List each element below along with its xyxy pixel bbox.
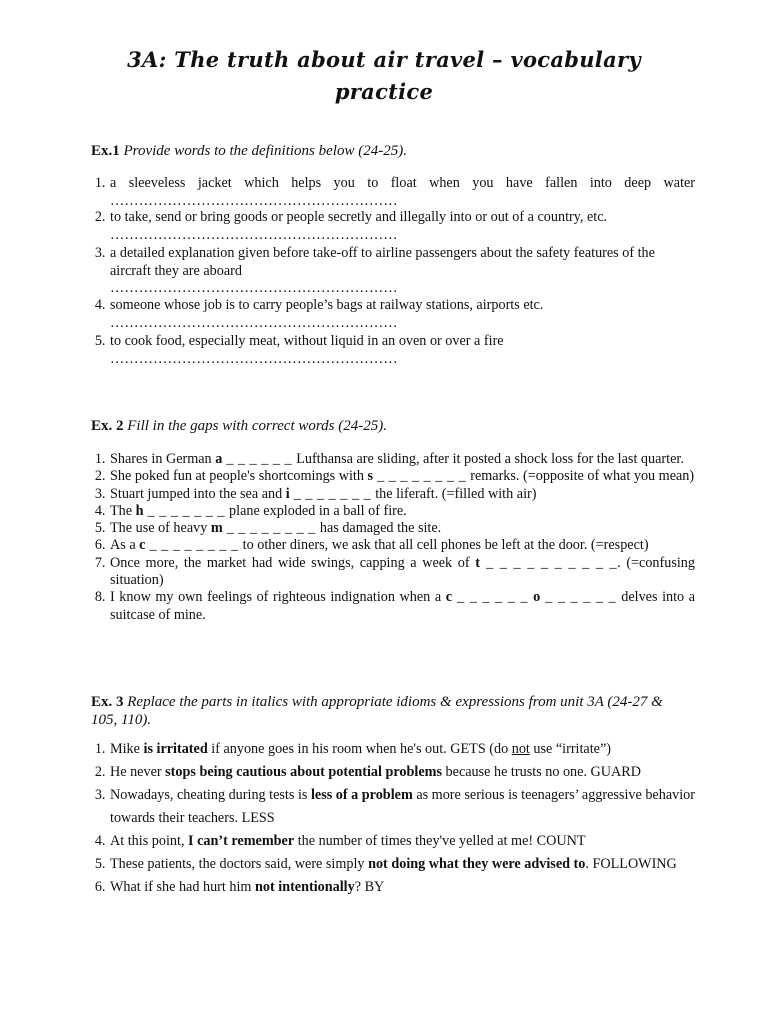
ex2-gap[interactable]: _ _ _ _ _ _ _ _ _ _: [479, 554, 618, 571]
ex3-item: [109, 853, 695, 876]
ex2-gap[interactable]: _ _ _ _ _ _ _ _: [222, 520, 320, 537]
ex2-first-letter: i: [285, 485, 290, 502]
ex3-text: if anyone goes in his room when he's out. GETS (do: [207, 741, 512, 757]
ex2-item: [109, 589, 695, 624]
ex1-answer-line[interactable]: ……………………………………………………: [110, 226, 398, 243]
ex2-instruction: Fill in the gaps with correct words (24-25).: [127, 418, 387, 434]
ex3-heading: [91, 693, 681, 729]
ex2-text-after: Lufthansa are sliding, after it posted a shock loss for the last quarter.: [296, 451, 684, 467]
ex1-item: [109, 245, 695, 297]
ex2-gap[interactable]: _ _ _ _ _ _: [222, 451, 297, 467]
ex2-first-letter: c: [139, 537, 146, 554]
ex1-item-text: to cook food, especially meat, without liquid in an oven or over a fire: [110, 333, 504, 349]
ex3-phrase-to-replace: I can’t remember: [188, 833, 295, 849]
ex3-item: [109, 738, 695, 761]
ex3-item: [109, 876, 695, 899]
ex3-list: [91, 738, 695, 899]
ex1-label: Ex.1: [91, 143, 120, 159]
ex2-first-letter: a: [215, 451, 223, 467]
title-line-1: 3A: The truth about air travel – vocabulary: [127, 47, 641, 72]
ex3-item: [109, 830, 695, 853]
ex2-list: [91, 451, 695, 624]
ex2-first-letter: t: [475, 554, 480, 571]
ex3-text: use “irritate”): [529, 741, 611, 757]
ex2-gap[interactable]: _ _ _ _ _ _ _: [289, 485, 376, 502]
ex2-first-letter: m: [210, 520, 223, 537]
ex2-text-after: has damaged the site.: [319, 520, 442, 537]
ex1-instruction: Provide words to the definitions below (24-25).: [123, 143, 407, 159]
ex3-text: Nowadays, cheating during tests is: [110, 787, 311, 803]
ex1-answer-line[interactable]: ……………………………………………………: [110, 350, 398, 367]
ex2-first-letter: h: [135, 502, 144, 519]
ex3-item: [109, 761, 695, 784]
ex3-label: Ex. 3: [91, 694, 124, 710]
ex2-text-after: remarks. (=opposite of what you mean): [470, 468, 695, 485]
ex2-gap[interactable]: _ _ _ _ _ _ _ _: [145, 537, 243, 554]
ex3-text: He never: [110, 764, 166, 780]
ex2-text-before: The use of heavy: [110, 520, 211, 537]
ex3-text: as more serious is teenagers’ aggressive behavior towards their teachers. LESS: [110, 787, 695, 826]
ex1-list: [91, 175, 695, 367]
ex3-text: Mike: [110, 741, 144, 757]
ex1-item: [109, 175, 695, 209]
ex1-item-text: 1. a sleeveless jacket which helps you to float when you have fallen into deep water: [110, 175, 695, 191]
ex3-item: [109, 784, 695, 830]
ex2-gap[interactable]: _ _ _ _ _ _: [540, 589, 622, 606]
title-line-2: practice: [334, 79, 434, 104]
ex1-item-text: a detailed explanation given before take-off to airline passengers about the safety features of the aircraft they are aboard: [110, 245, 655, 279]
ex1-answer-line[interactable]: ……………………………………………………: [110, 314, 398, 331]
ex2-item: [109, 451, 695, 468]
ex2-gap[interactable]: _ _ _ _ _ _ _ _: [373, 468, 471, 485]
ex2-first-letter: s: [367, 468, 374, 485]
ex3-phrase-to-replace: is irritated: [143, 741, 208, 757]
ex2-text-before: She poked fun at people's shortcomings with: [110, 468, 368, 485]
ex1-item-text: someone whose job is to carry people’s bags at railway stations, airports etc.: [110, 297, 544, 313]
ex2-gap[interactable]: _ _ _ _ _ _: [452, 589, 534, 606]
ex2-text-before: Stuart jumped into the sea and: [110, 485, 286, 502]
ex2-item: [109, 555, 695, 590]
ex2-text-after: delves into a suitcase of mine.: [110, 589, 696, 623]
ex3-text: These patients, the doctors said, were simply: [110, 856, 369, 872]
ex2-second-letter: o: [533, 589, 541, 606]
ex2-text-after: . (=confusing situation): [110, 554, 695, 589]
ex3-text: What if she had hurt him: [110, 879, 255, 895]
ex2-text-before: I know my own feelings of righteous indignation when a: [110, 589, 446, 606]
ex2-first-letter: c: [445, 589, 453, 606]
ex2-text-after: to other diners, we ask that all cell phones be left at the door. (=respect): [242, 537, 649, 554]
ex1-item: [109, 333, 695, 367]
ex1-item-text: to take, send or bring goods or people secretly and illegally into or out of a country, etc.: [110, 209, 608, 225]
ex3-text: At this point,: [110, 833, 189, 849]
page-title: [0, 44, 768, 108]
ex2-item: [109, 486, 695, 503]
ex2-heading: [91, 417, 681, 435]
ex3-underlined: not: [511, 741, 530, 757]
ex2-gap[interactable]: _ _ _ _ _ _ _: [143, 502, 230, 519]
ex3-instruction: Replace the parts in italics with appropriate idioms & expressions from unit 3A (24-27 & 105, 110).: [91, 694, 663, 728]
ex2-label: Ex. 2: [91, 418, 124, 434]
ex3-text: the number of times they've yelled at me! COUNT: [294, 833, 586, 849]
ex2-text-before: The: [110, 502, 136, 519]
ex1-item: [109, 297, 695, 333]
ex1-answer-line[interactable]: ……………………………………………………: [110, 192, 398, 209]
ex3-phrase-to-replace: stops being cautious about potential problems: [165, 764, 442, 780]
ex3-phrase-to-replace: not doing what they were advised to: [368, 856, 586, 872]
ex1-heading: [91, 142, 681, 160]
ex2-text-before: As a: [110, 537, 140, 554]
ex2-text-before: Once more, the market had wide swings, capping a week of: [110, 554, 476, 571]
ex3-text: because he trusts no one. GUARD: [442, 764, 641, 780]
ex2-text-before: Shares in German: [110, 451, 216, 467]
ex3-text: ? BY: [354, 879, 385, 895]
ex1-item: [109, 209, 695, 245]
ex2-item: [109, 503, 695, 520]
ex3-phrase-to-replace: less of a problem: [310, 787, 413, 803]
ex2-item: [109, 520, 695, 537]
ex2-text-after: the liferaft. (=filled with air): [375, 485, 537, 502]
ex1-answer-line[interactable]: ……………………………………………………: [110, 280, 398, 296]
ex2-text-after: plane exploded in a ball of fire.: [229, 502, 407, 519]
ex2-item: [109, 537, 695, 554]
ex3-text: . FOLLOWING: [585, 856, 677, 872]
ex2-item: [109, 468, 695, 485]
ex3-phrase-to-replace: not intentionally: [255, 879, 355, 895]
